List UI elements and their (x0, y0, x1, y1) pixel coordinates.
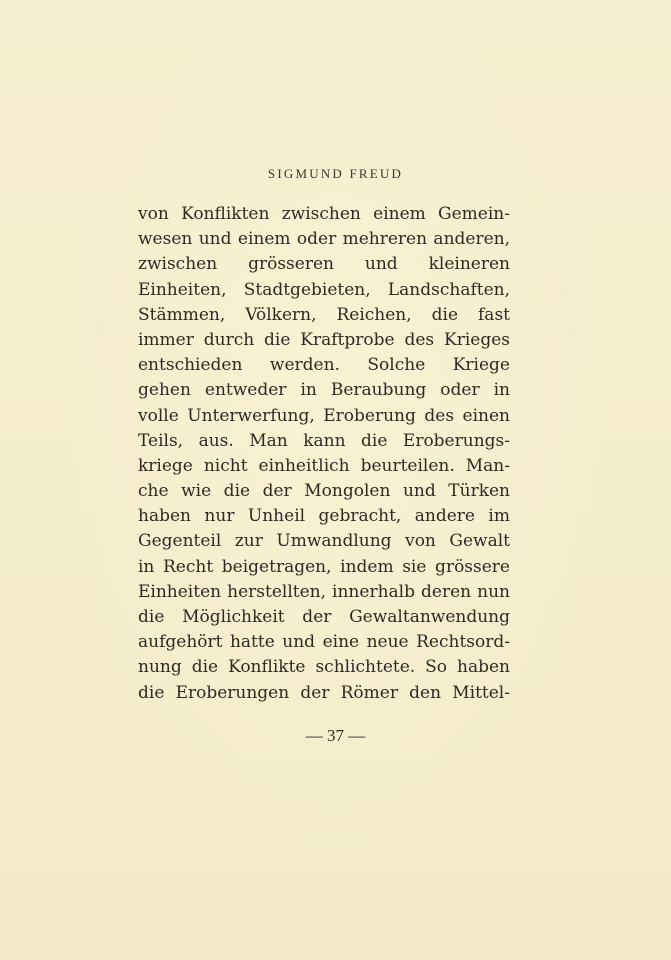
text-line: zwischen grösseren und kleineren (138, 254, 510, 275)
text-line: wesen und einem oder mehreren anderen, (138, 229, 510, 250)
text-line: immer durch die Kraftprobe des Krieges (138, 329, 510, 350)
page-number: — 37 — (305, 726, 366, 745)
text-line: Gegenteil zur Umwandlung von Gewalt (138, 531, 510, 552)
text-line: entschieden werden. Solche Kriege (138, 355, 510, 376)
text-line: kriege nicht einheitlich beurteilen. Man- (138, 455, 510, 476)
text-line: die Eroberungen der Römer den Mittel- (138, 682, 510, 703)
text-line: von Konflikten zwischen einem Gemein- (138, 204, 510, 224)
text-line: haben nur Unheil gebracht, andere im (138, 506, 510, 527)
text-line: volle Unterwerfung, Eroberung des einen (138, 405, 510, 426)
text-line: aufgehört hatte und eine neue Rechtsord- (138, 632, 510, 653)
text-line: Stämmen, Völkern, Reichen, die fast (138, 304, 510, 325)
text-line: die Möglichkeit der Gewaltanwendung (138, 607, 510, 627)
text-line: nung die Konflikte schlichtete. So haben (138, 657, 510, 678)
text-line: Teils, aus. Man kann die Eroberungs- (138, 430, 510, 451)
text-line: Einheiten, Stadtgebieten, Landschaften, (138, 279, 510, 300)
body-text (138, 202, 510, 706)
text-line: Einheiten herstellten, innerhalb deren nun (138, 581, 510, 602)
text-line: in Recht beigetragen, indem sie grössere (138, 556, 510, 577)
running-head: SIGMUND FREUD (267, 166, 404, 181)
text-line: che wie die der Mongolen und Türken (138, 481, 510, 502)
text-line: gehen entweder in Beraubung oder in (138, 380, 510, 401)
